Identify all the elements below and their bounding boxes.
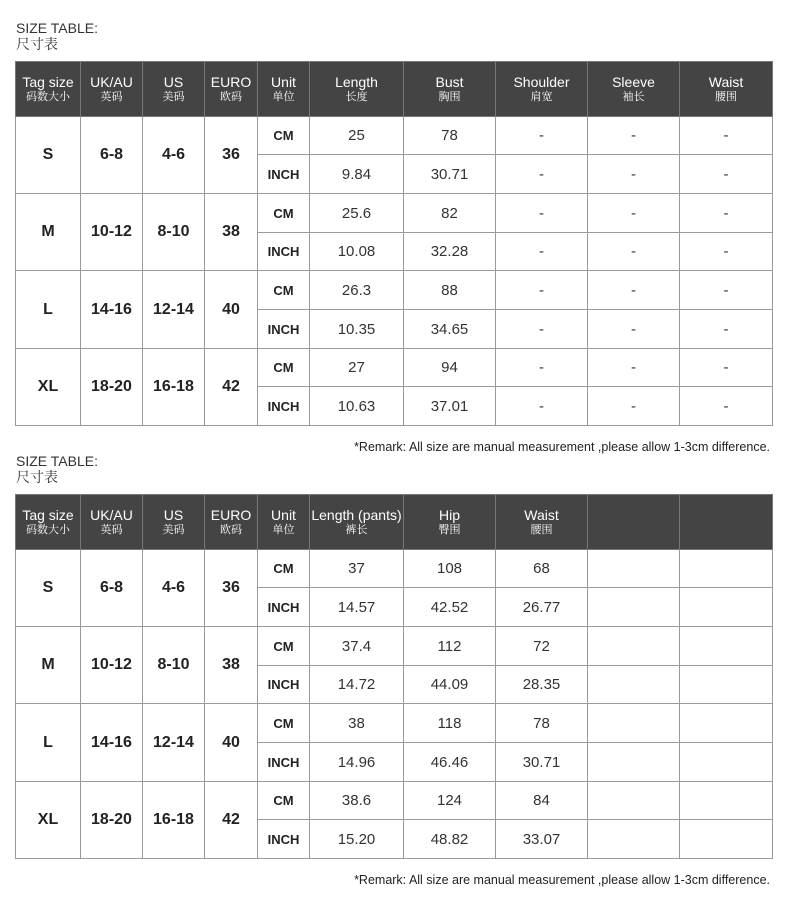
uk-au-value: 6-8 <box>81 550 143 627</box>
bust-inch: 34.65 <box>404 310 496 349</box>
waist-inch: - <box>680 233 773 271</box>
hip-inch: 42.52 <box>404 588 496 627</box>
header-shoulder: Shoulder 肩宽 <box>496 62 588 117</box>
uk-au-value: 10-12 <box>81 194 143 271</box>
euro-value: 36 <box>205 117 258 194</box>
bust-cm: 94 <box>404 349 496 387</box>
shoulder-inch: - <box>496 310 588 349</box>
empty-cell <box>588 782 680 820</box>
unit-cm: CM <box>258 117 310 155</box>
bust-cm: 88 <box>404 271 496 310</box>
bust-inch: 37.01 <box>404 387 496 426</box>
heading-en: SIZE TABLE: <box>16 453 98 469</box>
header-tag-size: Tag size 码数大小 <box>16 62 81 117</box>
header-length-pants: Length (pants) 裤长 <box>310 495 404 550</box>
size-label-s: S <box>16 550 81 627</box>
uk-au-value: 14-16 <box>81 271 143 349</box>
unit-inch: INCH <box>258 588 310 627</box>
empty-cell <box>680 743 773 782</box>
euro-value: 40 <box>205 271 258 349</box>
length-cm: 37 <box>310 550 404 588</box>
waist-cm: - <box>680 349 773 387</box>
bust-inch: 30.71 <box>404 155 496 194</box>
waist-inch: - <box>680 310 773 349</box>
header-row <box>16 495 773 550</box>
header-uk-au: UK/AU 英码 <box>81 62 143 117</box>
header-us: US 美码 <box>143 62 205 117</box>
shoulder-inch: - <box>496 155 588 194</box>
table-row <box>16 550 773 588</box>
length-cm: 25 <box>310 117 404 155</box>
length-cm: 38.6 <box>310 782 404 820</box>
header-waist: Waist 腰围 <box>680 62 773 117</box>
empty-cell <box>680 550 773 588</box>
sleeve-inch: - <box>588 155 680 194</box>
size-label-s: S <box>16 117 81 194</box>
empty-cell <box>588 743 680 782</box>
table-row <box>16 704 773 743</box>
empty-cell <box>680 588 773 627</box>
bust-inch: 32.28 <box>404 233 496 271</box>
us-value: 16-18 <box>143 349 205 426</box>
table-row <box>16 117 773 155</box>
waist-inch: 33.07 <box>496 820 588 859</box>
us-value: 16-18 <box>143 782 205 859</box>
shoulder-cm: - <box>496 271 588 310</box>
length-cm: 27 <box>310 349 404 387</box>
waist-inch: - <box>680 155 773 194</box>
length-cm: 25.6 <box>310 194 404 233</box>
uk-au-value: 18-20 <box>81 782 143 859</box>
shoulder-cm: - <box>496 117 588 155</box>
length-cm: 26.3 <box>310 271 404 310</box>
hip-cm: 124 <box>404 782 496 820</box>
waist-inch: 26.77 <box>496 588 588 627</box>
table-row <box>16 349 773 387</box>
empty-cell <box>588 627 680 666</box>
waist-inch: - <box>680 387 773 426</box>
size-table-1-heading <box>16 20 98 54</box>
hip-inch: 44.09 <box>404 666 496 704</box>
size-label-l: L <box>16 704 81 782</box>
sleeve-cm: - <box>588 194 680 233</box>
empty-cell <box>680 782 773 820</box>
header-waist: Waist 腰围 <box>496 495 588 550</box>
empty-cell <box>588 820 680 859</box>
waist-cm: 68 <box>496 550 588 588</box>
waist-inch: 30.71 <box>496 743 588 782</box>
header-bust: Bust 胸围 <box>404 62 496 117</box>
size-label-l: L <box>16 271 81 349</box>
table-row <box>16 782 773 820</box>
header-empty <box>680 495 773 550</box>
us-value: 8-10 <box>143 627 205 704</box>
sleeve-cm: - <box>588 271 680 310</box>
header-sleeve: Sleeve 袖长 <box>588 62 680 117</box>
length-inch: 14.96 <box>310 743 404 782</box>
unit-inch: INCH <box>258 820 310 859</box>
table-row <box>16 194 773 233</box>
waist-cm: - <box>680 117 773 155</box>
empty-cell <box>588 550 680 588</box>
shoulder-cm: - <box>496 349 588 387</box>
size-table-1 <box>15 61 773 426</box>
sleeve-inch: - <box>588 233 680 271</box>
header-us: US 美码 <box>143 495 205 550</box>
size-table-2-heading <box>16 453 98 487</box>
empty-cell <box>680 820 773 859</box>
empty-cell <box>680 704 773 743</box>
hip-inch: 46.46 <box>404 743 496 782</box>
euro-value: 38 <box>205 627 258 704</box>
us-value: 4-6 <box>143 550 205 627</box>
heading-cn: 尺寸表 <box>16 37 58 53</box>
shoulder-inch: - <box>496 387 588 426</box>
remark-note: *Remark: All size are manual measurement ,please allow 1-3cm difference. <box>354 873 770 887</box>
header-uk-au: UK/AU 英码 <box>81 495 143 550</box>
hip-inch: 48.82 <box>404 820 496 859</box>
size-label-m: M <box>16 627 81 704</box>
heading-en: SIZE TABLE: <box>16 20 98 36</box>
waist-cm: - <box>680 271 773 310</box>
sleeve-cm: - <box>588 349 680 387</box>
sleeve-inch: - <box>588 387 680 426</box>
us-value: 12-14 <box>143 704 205 782</box>
header-empty <box>588 495 680 550</box>
length-cm: 38 <box>310 704 404 743</box>
unit-cm: CM <box>258 550 310 588</box>
waist-cm: 72 <box>496 627 588 666</box>
empty-cell <box>588 666 680 704</box>
size-label-xl: XL <box>16 782 81 859</box>
euro-value: 42 <box>205 349 258 426</box>
size-table-2 <box>15 494 773 859</box>
length-inch: 10.63 <box>310 387 404 426</box>
unit-cm: CM <box>258 271 310 310</box>
hip-cm: 108 <box>404 550 496 588</box>
shoulder-cm: - <box>496 194 588 233</box>
bust-cm: 78 <box>404 117 496 155</box>
waist-inch: 28.35 <box>496 666 588 704</box>
us-value: 8-10 <box>143 194 205 271</box>
empty-cell <box>588 704 680 743</box>
unit-cm: CM <box>258 704 310 743</box>
waist-cm: 84 <box>496 782 588 820</box>
length-inch: 9.84 <box>310 155 404 194</box>
unit-cm: CM <box>258 627 310 666</box>
sleeve-inch: - <box>588 310 680 349</box>
euro-value: 40 <box>205 704 258 782</box>
length-inch: 14.72 <box>310 666 404 704</box>
length-inch: 15.20 <box>310 820 404 859</box>
empty-cell <box>680 666 773 704</box>
heading-cn: 尺寸表 <box>16 470 58 486</box>
shoulder-inch: - <box>496 233 588 271</box>
table-row <box>16 271 773 310</box>
header-hip: Hip 臀围 <box>404 495 496 550</box>
uk-au-value: 18-20 <box>81 349 143 426</box>
us-value: 12-14 <box>143 271 205 349</box>
uk-au-value: 10-12 <box>81 627 143 704</box>
header-unit: Unit 单位 <box>258 62 310 117</box>
us-value: 4-6 <box>143 117 205 194</box>
header-unit: Unit 单位 <box>258 495 310 550</box>
unit-cm: CM <box>258 194 310 233</box>
empty-cell <box>680 627 773 666</box>
table-row <box>16 627 773 666</box>
length-cm: 37.4 <box>310 627 404 666</box>
header-tag-size: Tag size 码数大小 <box>16 495 81 550</box>
unit-cm: CM <box>258 782 310 820</box>
unit-inch: INCH <box>258 155 310 194</box>
length-inch: 10.08 <box>310 233 404 271</box>
hip-cm: 118 <box>404 704 496 743</box>
sleeve-cm: - <box>588 117 680 155</box>
unit-cm: CM <box>258 349 310 387</box>
empty-cell <box>588 588 680 627</box>
uk-au-value: 14-16 <box>81 704 143 782</box>
length-inch: 10.35 <box>310 310 404 349</box>
uk-au-value: 6-8 <box>81 117 143 194</box>
size-label-xl: XL <box>16 349 81 426</box>
unit-inch: INCH <box>258 310 310 349</box>
header-euro: EURO 欧码 <box>205 495 258 550</box>
remark-note: *Remark: All size are manual measurement ,please allow 1-3cm difference. <box>354 440 770 454</box>
waist-cm: - <box>680 194 773 233</box>
euro-value: 38 <box>205 194 258 271</box>
euro-value: 42 <box>205 782 258 859</box>
header-row <box>16 62 773 117</box>
length-inch: 14.57 <box>310 588 404 627</box>
unit-inch: INCH <box>258 666 310 704</box>
size-label-m: M <box>16 194 81 271</box>
hip-cm: 112 <box>404 627 496 666</box>
header-length: Length 长度 <box>310 62 404 117</box>
unit-inch: INCH <box>258 233 310 271</box>
header-euro: EURO 欧码 <box>205 62 258 117</box>
bust-cm: 82 <box>404 194 496 233</box>
waist-cm: 78 <box>496 704 588 743</box>
unit-inch: INCH <box>258 387 310 426</box>
euro-value: 36 <box>205 550 258 627</box>
unit-inch: INCH <box>258 743 310 782</box>
